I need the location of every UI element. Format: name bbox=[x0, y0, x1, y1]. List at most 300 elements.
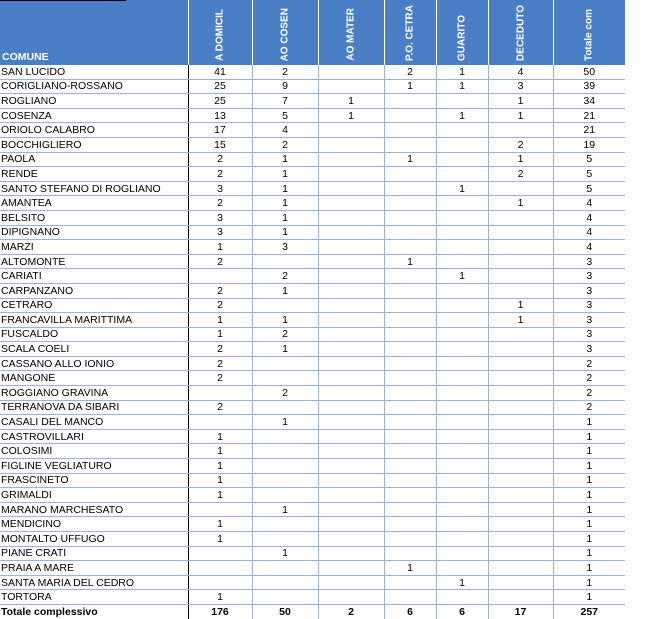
value-cell: 50 bbox=[252, 604, 318, 619]
value-cell: 1 bbox=[553, 575, 625, 590]
value-cell bbox=[318, 342, 384, 357]
value-cell bbox=[318, 429, 384, 444]
value-cell: 1 bbox=[488, 196, 553, 211]
value-cell: 34 bbox=[553, 94, 625, 109]
value-cell: 1 bbox=[252, 167, 318, 182]
value-cell bbox=[488, 517, 553, 532]
value-cell bbox=[488, 415, 553, 430]
value-cell: 3 bbox=[188, 225, 252, 240]
value-cell bbox=[318, 415, 384, 430]
value-cell bbox=[318, 210, 384, 225]
value-cell: 3 bbox=[553, 269, 625, 284]
table-row bbox=[0, 167, 625, 182]
value-cell bbox=[318, 167, 384, 182]
value-cell: 1 bbox=[488, 313, 553, 328]
value-cell: 2 bbox=[188, 196, 252, 211]
value-cell: 1 bbox=[252, 210, 318, 225]
value-cell: 4 bbox=[553, 196, 625, 211]
value-cell: 1 bbox=[188, 313, 252, 328]
comune-name: MONTALTO UFFUGO bbox=[0, 532, 188, 547]
value-cell: 2 bbox=[488, 167, 553, 182]
value-cell bbox=[318, 386, 384, 401]
column-header-guarito: GUARITO bbox=[436, 0, 488, 65]
value-cell: 21 bbox=[553, 108, 625, 123]
comune-name: SANTO STEFANO DI ROGLIANO bbox=[0, 181, 188, 196]
value-cell: 1 bbox=[188, 444, 252, 459]
table-row bbox=[0, 137, 625, 152]
value-cell: 17 bbox=[488, 604, 553, 619]
value-cell bbox=[436, 240, 488, 255]
value-cell: 7 bbox=[252, 94, 318, 109]
value-cell: 2 bbox=[188, 342, 252, 357]
value-cell bbox=[436, 590, 488, 605]
comune-name: CARIATI bbox=[0, 269, 188, 284]
value-cell: 4 bbox=[553, 240, 625, 255]
value-cell bbox=[436, 152, 488, 167]
table-row bbox=[0, 196, 625, 211]
table-row bbox=[0, 356, 625, 371]
comune-name: RENDE bbox=[0, 167, 188, 182]
table-row bbox=[0, 123, 625, 138]
value-cell: 2 bbox=[188, 167, 252, 182]
value-cell bbox=[252, 400, 318, 415]
value-cell bbox=[488, 342, 553, 357]
value-cell bbox=[384, 444, 436, 459]
value-cell: 1 bbox=[553, 459, 625, 474]
value-cell bbox=[318, 283, 384, 298]
value-cell bbox=[252, 561, 318, 576]
value-cell bbox=[188, 269, 252, 284]
value-cell bbox=[488, 371, 553, 386]
value-cell: 1 bbox=[553, 415, 625, 430]
comune-name: SCALA COELI bbox=[0, 342, 188, 357]
value-cell: 257 bbox=[553, 604, 625, 619]
value-cell: 2 bbox=[188, 254, 252, 269]
table-row bbox=[0, 254, 625, 269]
table-row bbox=[0, 283, 625, 298]
table-row bbox=[0, 313, 625, 328]
value-cell: 176 bbox=[188, 604, 252, 619]
value-cell bbox=[488, 488, 553, 503]
value-cell: 5 bbox=[553, 152, 625, 167]
value-cell: 9 bbox=[252, 79, 318, 94]
value-cell bbox=[318, 517, 384, 532]
value-cell: 5 bbox=[553, 167, 625, 182]
table-row bbox=[0, 371, 625, 386]
value-cell bbox=[252, 371, 318, 386]
value-cell: 2 bbox=[188, 356, 252, 371]
table-row bbox=[0, 94, 625, 109]
value-cell: 1 bbox=[553, 502, 625, 517]
value-cell bbox=[318, 298, 384, 313]
comune-name: ORIOLO CALABRO bbox=[0, 123, 188, 138]
value-cell bbox=[436, 137, 488, 152]
value-cell: 1 bbox=[553, 429, 625, 444]
value-cell: 1 bbox=[188, 532, 252, 547]
comune-name: ALTOMONTE bbox=[0, 254, 188, 269]
comune-name: ROGLIANO bbox=[0, 94, 188, 109]
value-cell bbox=[436, 327, 488, 342]
column-header-po-cetraro: P.O. CETRA bbox=[384, 0, 436, 65]
table-row bbox=[0, 575, 625, 590]
value-cell: 3 bbox=[553, 254, 625, 269]
table-row bbox=[0, 590, 625, 605]
value-cell bbox=[318, 356, 384, 371]
value-cell bbox=[384, 386, 436, 401]
value-cell bbox=[488, 575, 553, 590]
value-cell bbox=[488, 181, 553, 196]
value-cell: 25 bbox=[188, 79, 252, 94]
value-cell bbox=[488, 123, 553, 138]
table-row bbox=[0, 225, 625, 240]
comune-name: ROGGIANO GRAVINA bbox=[0, 386, 188, 401]
value-cell bbox=[436, 488, 488, 503]
table-row bbox=[0, 444, 625, 459]
value-cell: 1 bbox=[384, 254, 436, 269]
value-cell: 1 bbox=[488, 152, 553, 167]
value-cell bbox=[384, 546, 436, 561]
value-cell bbox=[436, 400, 488, 415]
value-cell bbox=[318, 575, 384, 590]
value-cell bbox=[318, 137, 384, 152]
comune-name: TORTORA bbox=[0, 590, 188, 605]
value-cell bbox=[384, 342, 436, 357]
value-cell bbox=[488, 386, 553, 401]
value-cell: 4 bbox=[252, 123, 318, 138]
value-cell bbox=[318, 502, 384, 517]
value-cell bbox=[318, 181, 384, 196]
table-row bbox=[0, 459, 625, 474]
comune-name: FRANCAVILLA MARITTIMA bbox=[0, 313, 188, 328]
value-cell bbox=[436, 459, 488, 474]
value-cell bbox=[252, 473, 318, 488]
value-cell bbox=[318, 123, 384, 138]
value-cell bbox=[318, 254, 384, 269]
value-cell bbox=[252, 429, 318, 444]
value-cell bbox=[252, 575, 318, 590]
value-cell: 25 bbox=[188, 94, 252, 109]
total-row bbox=[0, 604, 625, 619]
value-cell bbox=[384, 575, 436, 590]
table-row bbox=[0, 546, 625, 561]
value-cell: 6 bbox=[436, 604, 488, 619]
value-cell: 1 bbox=[188, 488, 252, 503]
value-cell bbox=[436, 473, 488, 488]
table-row bbox=[0, 108, 625, 123]
value-cell: 2 bbox=[188, 283, 252, 298]
value-cell: 2 bbox=[188, 298, 252, 313]
value-cell bbox=[318, 444, 384, 459]
value-cell bbox=[318, 590, 384, 605]
value-cell: 1 bbox=[318, 108, 384, 123]
table-body bbox=[0, 65, 625, 619]
total-label: Totale complessivo bbox=[0, 604, 188, 619]
value-cell bbox=[384, 517, 436, 532]
value-cell bbox=[318, 371, 384, 386]
value-cell: 1 bbox=[384, 152, 436, 167]
value-cell bbox=[318, 269, 384, 284]
table-row bbox=[0, 181, 625, 196]
table-row bbox=[0, 473, 625, 488]
value-cell bbox=[436, 356, 488, 371]
comune-name: GRIMALDI bbox=[0, 488, 188, 503]
table-row bbox=[0, 502, 625, 517]
value-cell: 15 bbox=[188, 137, 252, 152]
comune-name: COLOSIMI bbox=[0, 444, 188, 459]
value-cell: 1 bbox=[188, 459, 252, 474]
table-row bbox=[0, 65, 625, 79]
comune-name: TERRANOVA DA SIBARI bbox=[0, 400, 188, 415]
comune-name: SANTA MARIA DEL CEDRO bbox=[0, 575, 188, 590]
value-cell: 13 bbox=[188, 108, 252, 123]
value-cell: 2 bbox=[488, 137, 553, 152]
value-cell bbox=[436, 561, 488, 576]
table-row bbox=[0, 79, 625, 94]
value-cell: 1 bbox=[436, 575, 488, 590]
value-cell: 3 bbox=[488, 79, 553, 94]
value-cell bbox=[488, 225, 553, 240]
value-cell: 1 bbox=[553, 546, 625, 561]
column-header-ao-mater: AO MATER bbox=[318, 0, 384, 65]
value-cell bbox=[318, 225, 384, 240]
value-cell bbox=[384, 400, 436, 415]
table-row bbox=[0, 488, 625, 503]
value-cell bbox=[318, 65, 384, 79]
value-cell: 41 bbox=[188, 65, 252, 79]
value-cell bbox=[252, 254, 318, 269]
value-cell: 1 bbox=[252, 502, 318, 517]
table-row bbox=[0, 327, 625, 342]
value-cell bbox=[436, 254, 488, 269]
value-cell bbox=[488, 283, 553, 298]
comune-name: FIGLINE VEGLIATURO bbox=[0, 459, 188, 474]
value-cell bbox=[436, 94, 488, 109]
value-cell bbox=[188, 546, 252, 561]
comune-name: CARPANZANO bbox=[0, 283, 188, 298]
value-cell: 1 bbox=[488, 108, 553, 123]
value-cell: 3 bbox=[553, 298, 625, 313]
value-cell: 2 bbox=[188, 371, 252, 386]
value-cell: 1 bbox=[436, 181, 488, 196]
value-cell bbox=[488, 240, 553, 255]
table-row bbox=[0, 386, 625, 401]
value-cell bbox=[436, 502, 488, 517]
value-cell: 1 bbox=[553, 561, 625, 576]
value-cell bbox=[488, 590, 553, 605]
value-cell bbox=[488, 269, 553, 284]
value-cell bbox=[436, 123, 488, 138]
value-cell bbox=[436, 444, 488, 459]
value-cell bbox=[318, 79, 384, 94]
comune-name: CORIGLIANO-ROSSANO bbox=[0, 79, 188, 94]
value-cell bbox=[318, 561, 384, 576]
table-row bbox=[0, 342, 625, 357]
comune-name: FRASCINETO bbox=[0, 473, 188, 488]
table-row bbox=[0, 532, 625, 547]
comune-name: CASALI DEL MANCO bbox=[0, 415, 188, 430]
value-cell: 2 bbox=[188, 152, 252, 167]
value-cell bbox=[318, 327, 384, 342]
value-cell bbox=[318, 196, 384, 211]
comune-name: CASSANO ALLO IONIO bbox=[0, 356, 188, 371]
comune-name: PIANE CRATI bbox=[0, 546, 188, 561]
value-cell bbox=[252, 356, 318, 371]
value-cell bbox=[384, 327, 436, 342]
value-cell bbox=[488, 429, 553, 444]
table-row bbox=[0, 240, 625, 255]
value-cell bbox=[384, 356, 436, 371]
value-cell bbox=[252, 590, 318, 605]
value-cell bbox=[252, 298, 318, 313]
value-cell: 2 bbox=[252, 65, 318, 79]
value-cell: 2 bbox=[252, 137, 318, 152]
comune-name: PRAIA A MARE bbox=[0, 561, 188, 576]
table-row bbox=[0, 298, 625, 313]
value-cell: 1 bbox=[188, 590, 252, 605]
value-cell bbox=[188, 415, 252, 430]
value-cell: 2 bbox=[553, 386, 625, 401]
value-cell bbox=[384, 429, 436, 444]
value-cell: 2 bbox=[553, 371, 625, 386]
value-cell bbox=[384, 590, 436, 605]
value-cell: 1 bbox=[252, 225, 318, 240]
value-cell bbox=[384, 94, 436, 109]
value-cell bbox=[384, 415, 436, 430]
value-cell bbox=[488, 459, 553, 474]
value-cell: 1 bbox=[188, 327, 252, 342]
value-cell bbox=[384, 210, 436, 225]
value-cell bbox=[384, 225, 436, 240]
value-cell: 2 bbox=[553, 356, 625, 371]
comune-name: FUSCALDO bbox=[0, 327, 188, 342]
table-row bbox=[0, 400, 625, 415]
comune-name: BELSITO bbox=[0, 210, 188, 225]
comune-name: BOCCHIGLIERO bbox=[0, 137, 188, 152]
value-cell bbox=[436, 415, 488, 430]
value-cell bbox=[488, 400, 553, 415]
value-cell bbox=[384, 108, 436, 123]
value-cell bbox=[188, 386, 252, 401]
value-cell bbox=[436, 371, 488, 386]
comune-name: SAN LUCIDO bbox=[0, 65, 188, 79]
value-cell: 3 bbox=[188, 210, 252, 225]
value-cell: 2 bbox=[384, 65, 436, 79]
value-cell bbox=[436, 210, 488, 225]
value-cell bbox=[436, 167, 488, 182]
value-cell: 1 bbox=[384, 79, 436, 94]
value-cell: 50 bbox=[553, 65, 625, 79]
value-cell bbox=[252, 459, 318, 474]
value-cell bbox=[488, 546, 553, 561]
value-cell bbox=[384, 240, 436, 255]
value-cell bbox=[318, 546, 384, 561]
value-cell bbox=[436, 298, 488, 313]
table-row bbox=[0, 152, 625, 167]
value-cell bbox=[252, 444, 318, 459]
value-cell: 1 bbox=[553, 532, 625, 547]
value-cell: 1 bbox=[553, 488, 625, 503]
value-cell bbox=[188, 502, 252, 517]
comune-name: COSENZA bbox=[0, 108, 188, 123]
comune-name: MARZI bbox=[0, 240, 188, 255]
value-cell bbox=[384, 298, 436, 313]
value-cell: 1 bbox=[436, 79, 488, 94]
value-cell bbox=[488, 502, 553, 517]
value-cell: 1 bbox=[488, 298, 553, 313]
value-cell bbox=[188, 561, 252, 576]
value-cell bbox=[384, 123, 436, 138]
value-cell: 2 bbox=[318, 604, 384, 619]
value-cell bbox=[318, 532, 384, 547]
value-cell bbox=[436, 225, 488, 240]
value-cell: 1 bbox=[252, 313, 318, 328]
value-cell: 1 bbox=[252, 415, 318, 430]
comune-name: AMANTEA bbox=[0, 196, 188, 211]
value-cell bbox=[436, 546, 488, 561]
value-cell: 21 bbox=[553, 123, 625, 138]
value-cell bbox=[384, 313, 436, 328]
value-cell bbox=[188, 575, 252, 590]
value-cell: 1 bbox=[252, 283, 318, 298]
value-cell bbox=[384, 459, 436, 474]
value-cell: 1 bbox=[436, 65, 488, 79]
value-cell bbox=[488, 561, 553, 576]
value-cell: 1 bbox=[188, 473, 252, 488]
value-cell: 1 bbox=[553, 444, 625, 459]
value-cell: 4 bbox=[553, 225, 625, 240]
value-cell: 1 bbox=[188, 429, 252, 444]
value-cell: 1 bbox=[553, 590, 625, 605]
value-cell bbox=[488, 327, 553, 342]
value-cell bbox=[488, 254, 553, 269]
value-cell: 2 bbox=[188, 400, 252, 415]
value-cell: 4 bbox=[488, 65, 553, 79]
column-header-comune: COMUNE bbox=[0, 0, 188, 65]
value-cell: 2 bbox=[252, 269, 318, 284]
value-cell bbox=[318, 313, 384, 328]
value-cell: 1 bbox=[436, 108, 488, 123]
value-cell: 5 bbox=[553, 181, 625, 196]
value-cell bbox=[384, 196, 436, 211]
table-row bbox=[0, 429, 625, 444]
value-cell bbox=[318, 400, 384, 415]
value-cell bbox=[436, 283, 488, 298]
value-cell: 1 bbox=[252, 546, 318, 561]
value-cell bbox=[252, 532, 318, 547]
value-cell: 1 bbox=[436, 269, 488, 284]
value-cell: 2 bbox=[553, 400, 625, 415]
value-cell: 6 bbox=[384, 604, 436, 619]
value-cell: 5 bbox=[252, 108, 318, 123]
value-cell bbox=[384, 283, 436, 298]
value-cell bbox=[436, 429, 488, 444]
value-cell bbox=[318, 152, 384, 167]
value-cell: 3 bbox=[553, 313, 625, 328]
comune-name: PAOLA bbox=[0, 152, 188, 167]
comune-name: MARANO MARCHESATO bbox=[0, 502, 188, 517]
value-cell: 39 bbox=[553, 79, 625, 94]
value-cell bbox=[384, 502, 436, 517]
table-row bbox=[0, 561, 625, 576]
value-cell bbox=[384, 181, 436, 196]
value-cell: 4 bbox=[553, 210, 625, 225]
value-cell: 1 bbox=[252, 196, 318, 211]
value-cell: 3 bbox=[553, 327, 625, 342]
value-cell bbox=[384, 167, 436, 182]
value-cell: 3 bbox=[553, 283, 625, 298]
value-cell: 1 bbox=[488, 94, 553, 109]
value-cell bbox=[436, 386, 488, 401]
